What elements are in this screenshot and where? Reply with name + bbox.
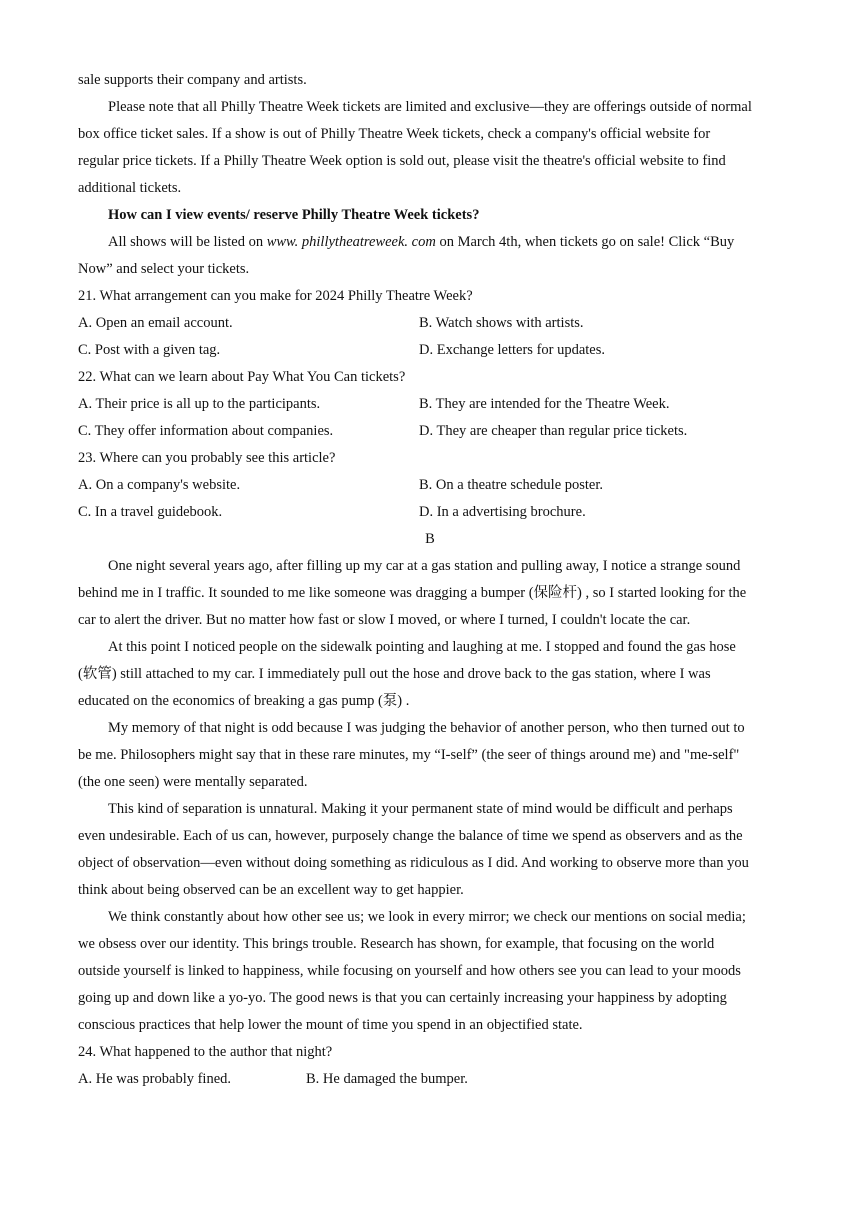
p1-line-1: One night several years ago, after filling up my car at a gas station and pulling away, I notice a strange sound: [108, 558, 741, 574]
shows-post-text: on March 4th, when tickets go on sale! Click “Buy: [435, 234, 735, 250]
q23-option-c: C. In a travel guidebook.: [78, 504, 223, 520]
shows-line-2: Now” and select your tickets.: [78, 261, 250, 277]
q21-option-a: A. Open an email account.: [78, 315, 233, 331]
q23-option-b: B. On a theatre schedule poster.: [419, 477, 604, 493]
shows-line-1: [108, 233, 734, 251]
q21-option-b: B. Watch shows with artists.: [419, 315, 584, 331]
q24-option-b: B. He damaged the bumper.: [306, 1071, 468, 1087]
p4-line-2: even undesirable. Each of us can, however, purposely change the balance of time we spend as observers and as the: [78, 828, 743, 844]
question-22: 22. What can we learn about Pay What You Can tickets?: [78, 369, 406, 385]
p1-line-3: car to alert the driver. But no matter how fast or slow I moved, or where I turned, I couldn't locate the car.: [78, 612, 691, 628]
q22-option-c: C. They offer information about companies.: [78, 423, 334, 439]
p3-line-2: be me. Philosophers might say that in these rare minutes, my “I-self” (the seer of things around me) and "me-self": [78, 747, 740, 763]
question-24: 24. What happened to the author that night?: [78, 1044, 333, 1060]
q22-option-d: D. They are cheaper than regular price tickets.: [419, 423, 688, 439]
p2-line-3: educated on the economics of breaking a gas pump (泵) .: [78, 693, 410, 709]
shows-pre-text: All shows will be listed on: [108, 234, 267, 250]
question-21: 21. What arrangement can you make for 2024 Philly Theatre Week?: [78, 288, 473, 304]
view-events-heading: How can I view events/ reserve Philly Theatre Week tickets?: [108, 207, 480, 223]
p4-line-3: object of observation—even without doing something as ridiculous as I did. And working to observe more than you: [78, 855, 749, 871]
q21-option-c: C. Post with a given tag.: [78, 342, 221, 358]
p5-line-4: going up and down like a yo-yo. The good news is that you can certainly increasing your happiness by adopting: [78, 990, 727, 1006]
website-link-text: www. phillytheatreweek. com: [266, 234, 436, 250]
section-b-heading: B: [425, 531, 435, 547]
q23-option-a: A. On a company's website.: [78, 477, 241, 493]
note-line-4: additional tickets.: [78, 180, 182, 196]
p3-line-1: My memory of that night is odd because I was judging the behavior of another person, who then turned out to: [108, 720, 745, 736]
note-line-2: box office ticket sales. If a show is out of Philly Theatre Week tickets, check a company's official website for: [78, 126, 711, 142]
q22-option-a: A. Their price is all up to the participants.: [78, 396, 321, 412]
p1-line-2: behind me in I traffic. It sounded to me like someone was dragging a bumper (保险杆) , so I started looking for the: [78, 585, 747, 601]
q21-option-d: D. Exchange letters for updates.: [419, 342, 606, 358]
note-line-1: Please note that all Philly Theatre Week tickets are limited and exclusive—they are offerings outside of normal: [108, 99, 752, 115]
p5-line-5: conscious practices that help lower the mount of time you spend in an objectified state.: [78, 1017, 583, 1033]
q22-option-b: B. They are intended for the Theatre Week.: [419, 396, 670, 412]
p5-line-3: outside yourself is linked to happiness, while focusing on yourself and how others see you can lead to your moods: [78, 963, 741, 979]
p5-line-1: We think constantly about how other see us; we look in every mirror; we check our mentions on social media;: [108, 909, 746, 925]
p3-line-3: (the one seen) were mentally separated.: [78, 774, 308, 790]
p5-line-2: we obsess over our identity. This brings trouble. Research has shown, for example, that focusing on the world: [78, 936, 715, 952]
q24-option-a: A. He was probably fined.: [78, 1071, 232, 1087]
intro-tail-line: sale supports their company and artists.: [78, 72, 307, 88]
question-23: 23. Where can you probably see this article?: [78, 450, 336, 466]
p4-line-4: think about being observed can be an excellent way to get happier.: [78, 882, 464, 898]
note-line-3: regular price tickets. If a Philly Theatre Week option is sold out, please visit the theatre's official website to find: [78, 153, 726, 169]
p2-line-1: At this point I noticed people on the sidewalk pointing and laughing at me. I stopped and found the gas hose: [108, 639, 736, 655]
p2-line-2: (软管) still attached to my car. I immediately pull out the hose and drove back to the gas station, where I was: [78, 666, 711, 682]
q23-option-d: D. In a advertising brochure.: [419, 504, 586, 520]
p4-line-1: This kind of separation is unnatural. Making it your permanent state of mind would be difficult and perhaps: [108, 801, 733, 817]
